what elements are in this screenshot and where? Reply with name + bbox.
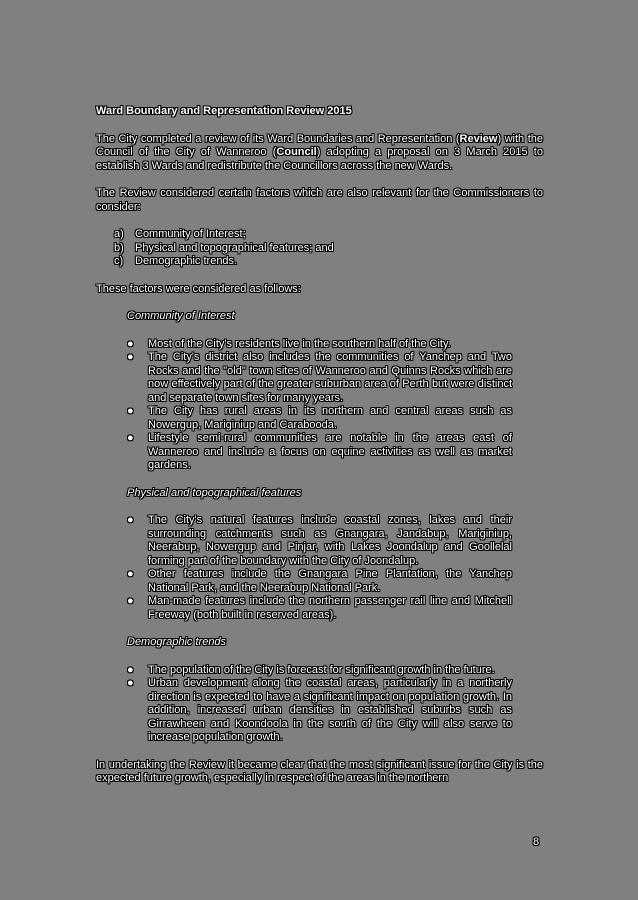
bullet-text: Urban development along the coastal areas, particularly in a northerly direction is expected to have a significant impact on population growth. In addition, increased urban densities in established suburbs such as Girrawheen and Koondoola in the south of the City will also serve to increase population growth. bbox=[148, 677, 512, 743]
intro-paragraph bbox=[96, 133, 543, 174]
bullet-item bbox=[127, 677, 512, 745]
factor-text: Demographic trends. bbox=[135, 255, 238, 267]
factors-list bbox=[96, 228, 543, 269]
bullet-icon: ● bbox=[127, 351, 134, 363]
intro-bold-council: Council bbox=[276, 146, 317, 158]
section-heading: Demographic trends bbox=[127, 636, 227, 648]
bullet-text: The population of the City is forecast for significant growth in the future. bbox=[148, 663, 495, 676]
bullet-item bbox=[127, 514, 512, 568]
bullet-text: The City's natural features include coastal zones, lakes and their surrounding catchments such as Gnangara, Jandabup, Mariginiup, Neerabup, Nowergup and Pinjar, with Lakes Joondalup and Goollelal forming part of the boundary with the City of Joondalup. bbox=[148, 514, 512, 567]
closing-paragraph: In undertaking the Review it became clear that the most significant issue for the City is the expected future growth, especially in respect of the areas in the northern bbox=[96, 758, 543, 784]
bullet-text: The City's district also includes the communities of Yanchep and Two Rocks and the "old" town sites of Wanneroo and Quinns Rocks which are now effectively part of the greater suburban area of Perth but were distinct and separate town sites for many years. bbox=[148, 351, 512, 404]
bullet-item bbox=[127, 595, 512, 622]
section-heading: Community of Interest bbox=[127, 310, 235, 322]
bullet-item bbox=[127, 664, 512, 678]
bullet-list bbox=[127, 664, 512, 745]
bullet-item bbox=[127, 568, 512, 595]
bullet-icon: ● bbox=[127, 568, 134, 580]
bullet-icon: ● bbox=[127, 595, 134, 607]
factor-item bbox=[96, 255, 543, 269]
bullet-icon: ● bbox=[127, 405, 134, 417]
bullet-icon: ● bbox=[127, 514, 134, 526]
bullet-icon: ● bbox=[127, 663, 134, 676]
intro-text-2: ) with the Council of the City of Wanneroo ( bbox=[96, 132, 543, 158]
bullet-text: Lifestyle semi-rural communities are notable in the areas east of Wanneroo and include a focus on equine activities as well as market gardens. bbox=[148, 432, 512, 471]
factor-text: Community of Interest; bbox=[135, 228, 246, 240]
section-physical-features bbox=[127, 487, 512, 623]
bullet-item bbox=[127, 432, 512, 473]
factor-marker: c) bbox=[114, 255, 124, 267]
factors-intro-paragraph: The Review considered certain factors which are also relevant for the Commissioners to consider: bbox=[96, 187, 543, 213]
intro-bold-review: Review bbox=[459, 132, 498, 145]
bullet-item bbox=[127, 338, 512, 352]
factor-item bbox=[96, 242, 543, 256]
bullet-icon: ● bbox=[127, 677, 134, 689]
factor-marker: b) bbox=[114, 241, 124, 254]
bullet-list bbox=[127, 338, 512, 473]
document-page bbox=[96, 105, 543, 800]
bullet-icon: ● bbox=[127, 337, 134, 350]
section-community-of-interest bbox=[127, 310, 512, 473]
factor-marker: a) bbox=[114, 228, 124, 240]
intro-text-3: ) adopting a proposal on 3 March 2015 to establish 3 Wards and redistribute the Councillors across the new Wards. bbox=[96, 146, 543, 172]
bullet-text: The City has rural areas in its northern and central areas such as Nowergup, Mariginiup and Carabooda. bbox=[148, 405, 512, 431]
document-title: Ward Boundary and Representation Review 2015 bbox=[96, 105, 352, 117]
bullet-text: Most of the City's residents live in the southern half of the City. bbox=[148, 337, 451, 350]
bullet-list bbox=[127, 514, 512, 622]
bullet-item bbox=[127, 405, 512, 432]
bullet-icon: ● bbox=[127, 432, 134, 444]
bullet-text: Man-made features include the northern passenger rail line and Mitchell Freeway (both built in reserved areas). bbox=[148, 595, 512, 621]
section-demographic-trends bbox=[127, 636, 512, 745]
bullet-item bbox=[127, 351, 512, 405]
page-number: 8 bbox=[533, 836, 540, 848]
factor-item bbox=[96, 228, 543, 242]
factors-followup-paragraph: These factors were considered as follows: bbox=[96, 282, 301, 295]
factor-text: Physical and topographical features; and bbox=[135, 241, 334, 254]
bullet-text: Other features include the Gnangara Pine Plantation, the Yanchep National Park, and the Neerabup National Park. bbox=[148, 568, 512, 594]
section-heading: Physical and topographical features bbox=[127, 486, 302, 499]
intro-text-1: The City completed a review of its Ward Boundaries and Representation ( bbox=[96, 132, 460, 145]
